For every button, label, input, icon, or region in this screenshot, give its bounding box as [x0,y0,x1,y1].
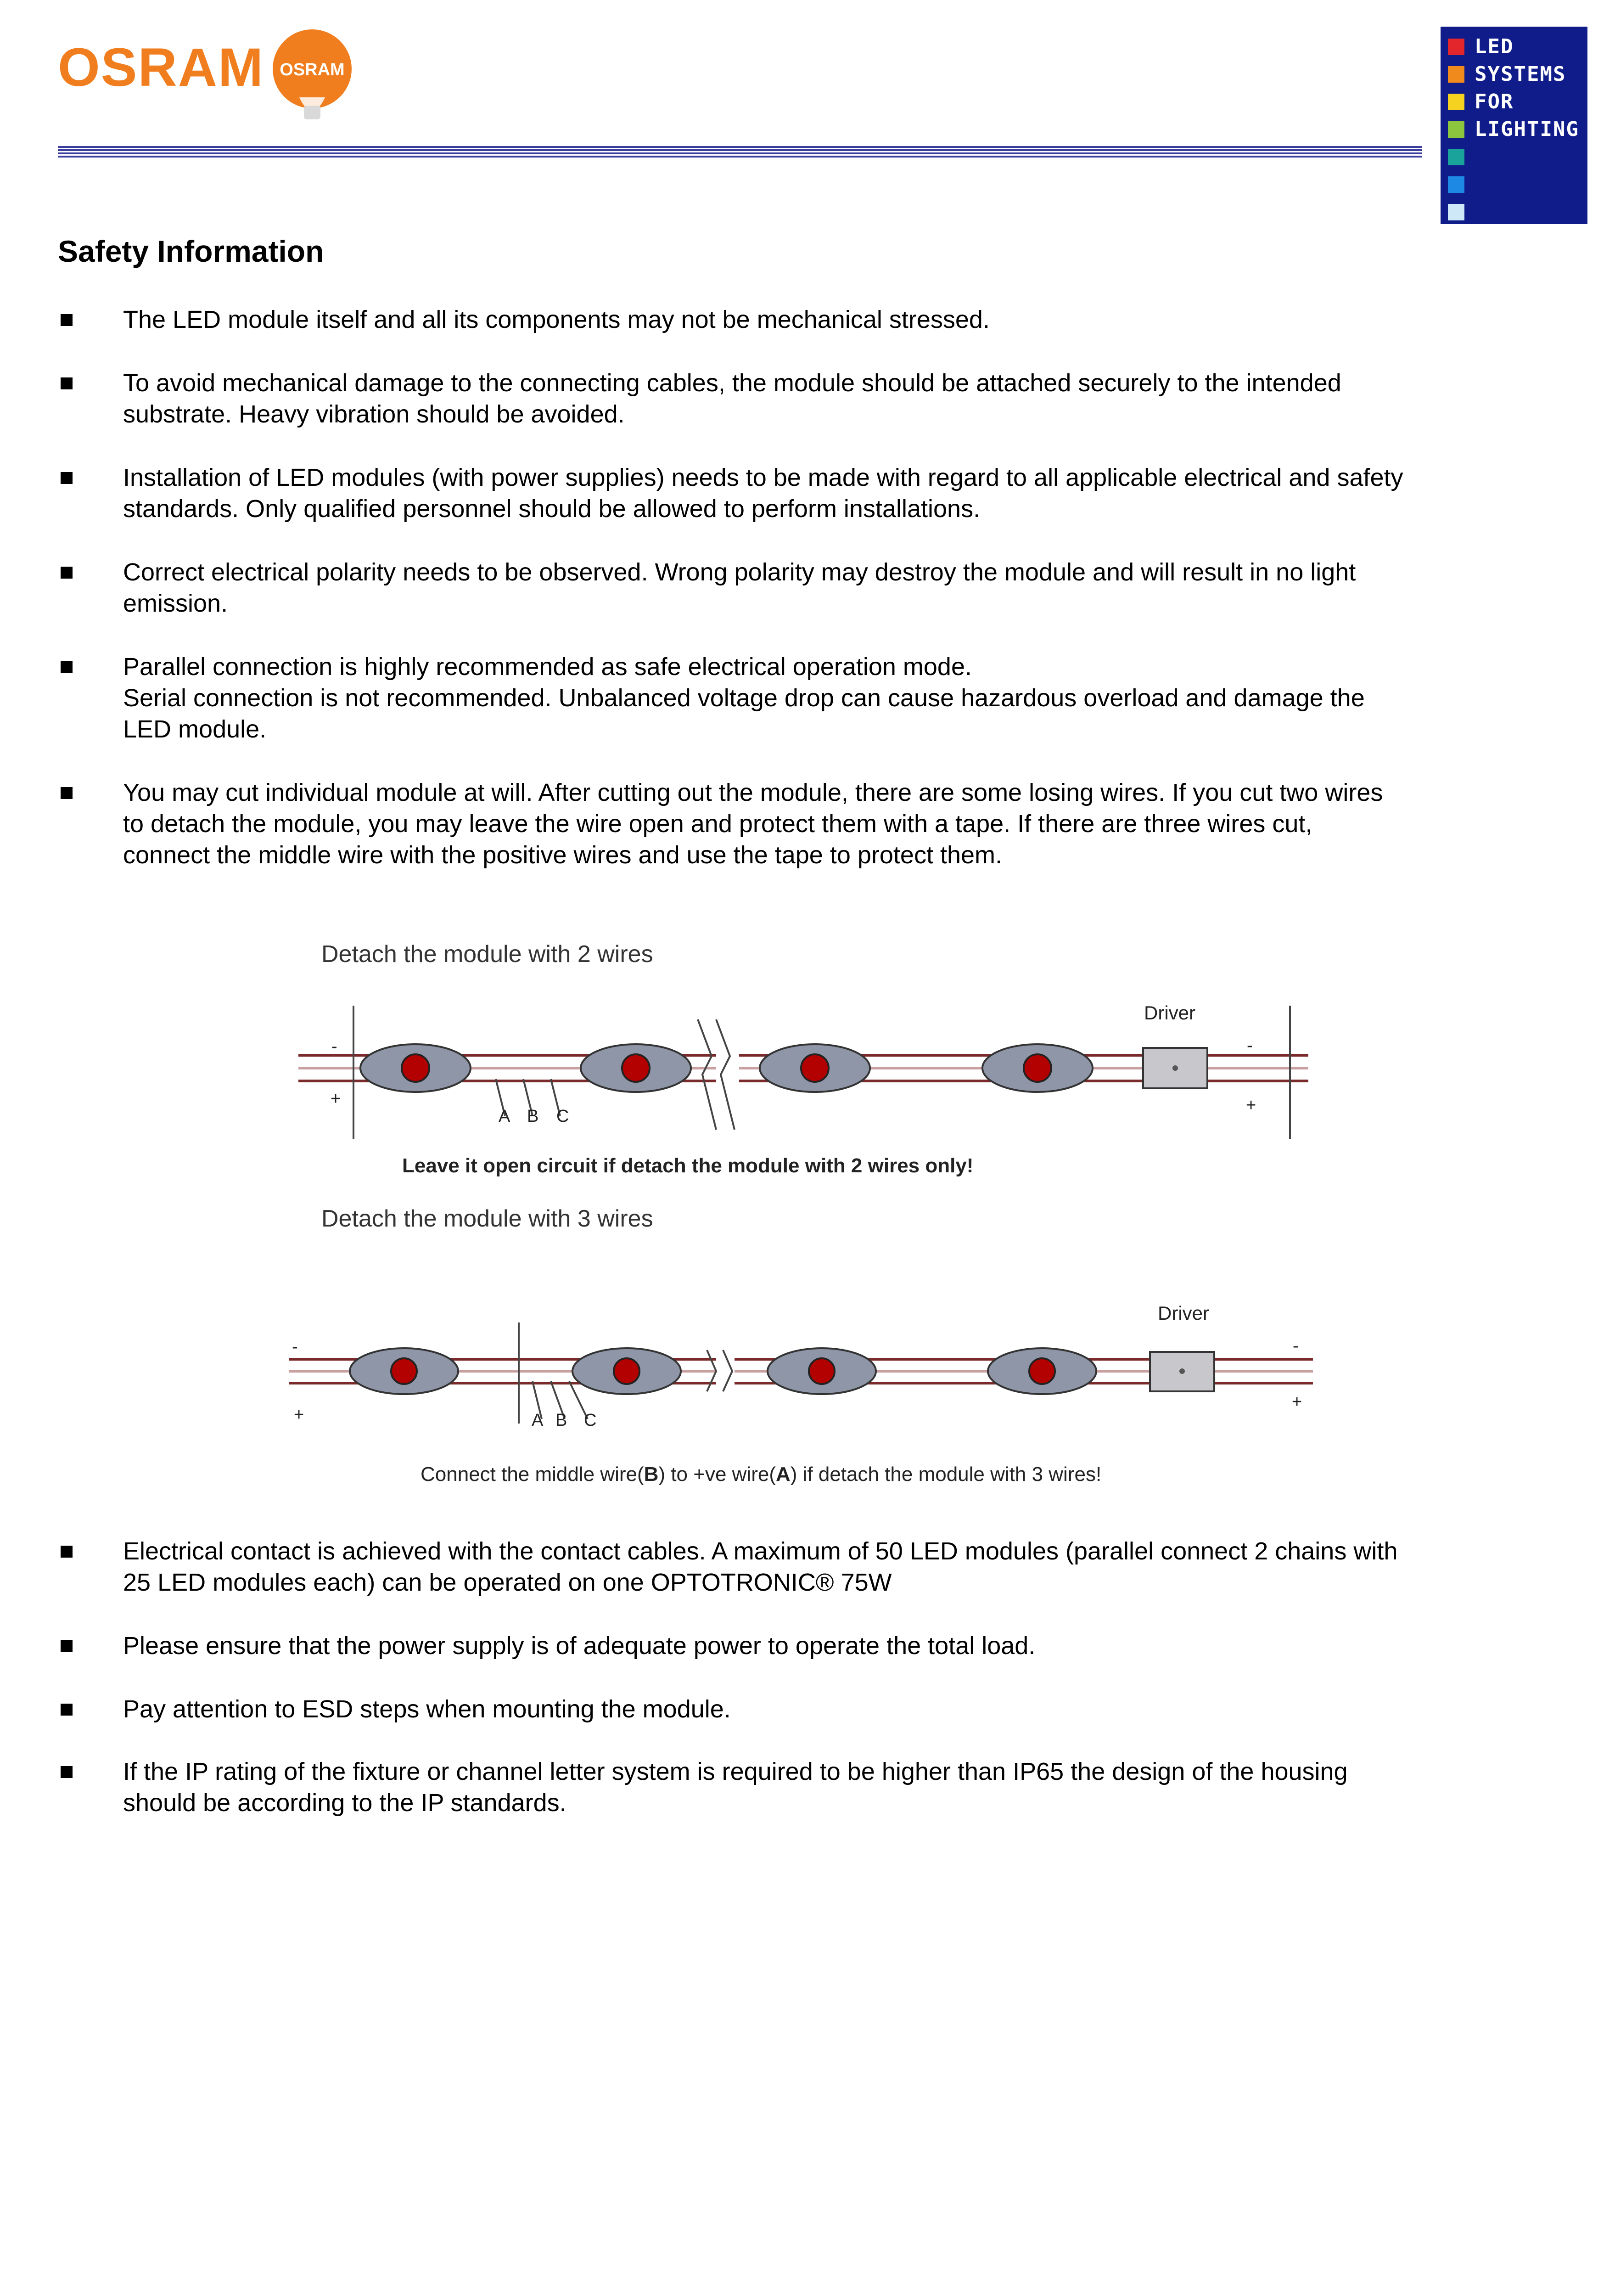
caption-wire-b: B [644,1463,659,1486]
diagram-1-label: Detach the module with 2 wires [321,941,653,968]
diagram-1-plus-left: + [331,1089,341,1109]
tagline-row-blue [1448,173,1586,193]
tagline-row-systems [1448,62,1586,86]
page-title: Safety Information [58,234,324,268]
led-module-1 [350,1348,458,1394]
tagline-row-lightblue [1448,200,1586,220]
light-blue-square-icon [1448,204,1464,220]
led-module-4 [982,1044,1093,1092]
tagline-text: LIGHTING [1475,118,1579,141]
bullet-square-icon [61,472,73,484]
bullet-square-icon [61,1704,73,1716]
bullet-text: You may cut individual module at will. After cutting out the module, there are some losing wires. If you cut two wires to detach the module, you may leave the wire open and protect them with a tape. If there are three wires cut, connect the middle wire with the positive wires and use the tape to protect them. [123,779,1383,869]
bullet-square-icon [61,1640,73,1652]
diagram-2-letter-c: C [584,1411,597,1430]
bullet-square-icon [61,377,73,389]
osram-bulb-logo-icon [271,28,353,125]
bullet-square-icon [61,661,73,673]
diagram-1-plus-right: + [1246,1096,1256,1115]
diagram-2-wiring [275,1304,1340,1442]
yellow-square-icon [1448,94,1464,110]
orange-square-icon [1448,66,1464,83]
tagline-row-lighting [1448,118,1586,141]
diagram-1-letter-b: B [527,1107,539,1126]
bullet-text: The LED module itself and all its components may not be mechanical stressed. [123,306,990,333]
diagram-2-label: Detach the module with 3 wires [321,1205,653,1232]
diagram-2-letter-a: A [532,1411,544,1430]
tagline-row-led [1448,35,1586,58]
caption-wire-a: A [775,1463,791,1486]
tagline-row-teal [1448,145,1586,165]
diagram-2-plus-left: + [294,1405,304,1424]
led-module-2 [581,1044,691,1092]
led-module-3 [760,1044,870,1092]
bullet-text: Parallel connection is highly recommended as safe electrical operation mode. Serial connection is not recommended. Unbalanced voltage drop can cause hazardous overload and damage the LED module. [123,653,1365,743]
diagram-2-caption [421,1463,1101,1486]
bullet-square-icon [61,787,73,799]
bullet-text: Correct electrical polarity needs to be observed. Wrong polarity may destroy the module and will result in no light emission. [123,558,1356,617]
diagram-2-driver-label: Driver [1158,1302,1209,1324]
led-module-4 [988,1348,1096,1394]
caption-part: ) if detach the module with 3 wires! [790,1463,1102,1486]
led-systems-tagline-box [1441,27,1587,224]
diagram-1-letter-a: A [499,1107,510,1126]
bullet-text: Installation of LED modules (with power supplies) needs to be made with regard to all applicable electrical and safety standards. Only qualified personnel should be allowed to perform installations. [123,464,1403,523]
diagram-1-letter-c: C [556,1107,569,1126]
bullet-text: If the IP rating of the fixture or channel letter system is required to be higher than IP65 the design of the housing should be according to the IP standards. [123,1758,1348,1817]
teal-square-icon [1448,149,1464,165]
tagline-text: SYSTEMS [1475,62,1566,86]
osram-logo-text: OSRAM [58,37,264,98]
bullet-square-icon [61,567,73,579]
led-module-2 [572,1348,681,1394]
bullet-text: Pay attention to ESD steps when mounting the module. [123,1695,731,1723]
diagram-2-minus-right: - [1293,1336,1299,1356]
caption-part: Connect the middle wire( [421,1463,644,1486]
diagram-1-driver-label: Driver [1144,1002,1195,1024]
tagline-text: LED [1475,35,1514,58]
led-module-1 [360,1044,471,1092]
header-rule [58,146,1422,159]
bullet-square-icon [61,1766,73,1778]
diagram-2-letter-b: B [555,1411,567,1430]
diagram-2-minus-left: - [292,1337,298,1356]
led-module-3 [768,1348,876,1394]
tagline-row-for [1448,90,1586,113]
diagram-1-caption: Leave it open circuit if detach the module with 2 wires only! [402,1154,974,1177]
diagram-1-minus-right: - [1247,1036,1253,1055]
diagram-1-minus-left: - [331,1037,337,1056]
bullet-square-icon [61,1546,73,1558]
red-square-icon [1448,39,1464,55]
bulb-logo-text: OSRAM [280,60,345,79]
bullet-square-icon [61,314,73,326]
bullet-text: Please ensure that the power supply is of adequate power to operate the total load. [123,1632,1036,1660]
bullet-text: Electrical contact is achieved with the contact cables. A maximum of 50 LED modules (parallel connect 2 chains with 25 LED modules each) can be operated on one OPTOTRONIC® 75W [123,1537,1398,1596]
caption-part: ) to +ve wire( [658,1463,776,1486]
green-square-icon [1448,121,1464,138]
bullet-text: To avoid mechanical damage to the connecting cables, the module should be attached securely to the intended substrate. Heavy vibration should be avoided. [123,369,1341,428]
blue-square-icon [1448,176,1464,193]
diagram-2-plus-right: + [1292,1392,1302,1412]
tagline-text: FOR [1475,90,1514,113]
